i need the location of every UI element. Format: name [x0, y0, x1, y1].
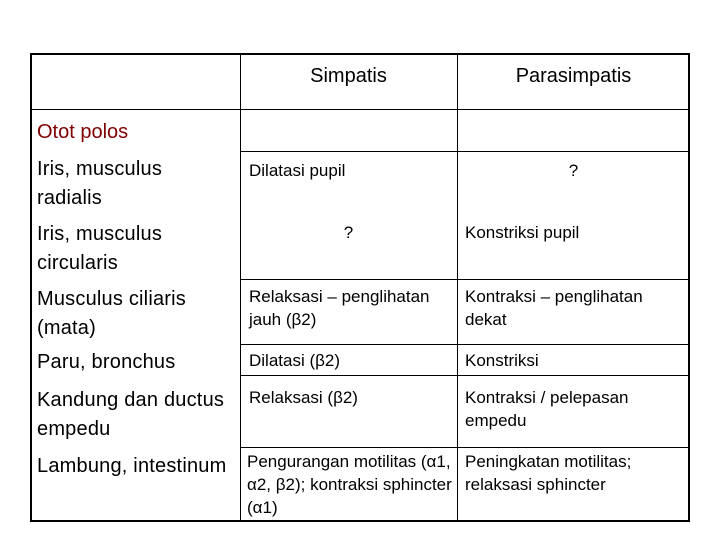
- section-title: Otot polos: [37, 121, 129, 143]
- row-2-organ: Iris, musculus circularis: [37, 223, 163, 274]
- row-3-organ: Musculus ciliaris (mata): [37, 288, 186, 339]
- row-2-simpatis: ?: [343, 223, 354, 242]
- row-1-organ: Iris, musculus radialis: [37, 158, 163, 209]
- header-parasimpatis: Parasimpatis: [515, 65, 632, 87]
- row-1-simpatis: Dilatasi pupil: [249, 161, 346, 180]
- column-divider-1: [240, 55, 241, 520]
- row-divider-3: [240, 279, 688, 280]
- row-2-parasimpatis: Konstriksi pupil: [465, 223, 580, 242]
- column-divider-2: [457, 55, 458, 520]
- section-divider: [240, 151, 688, 152]
- header-divider: [32, 109, 688, 110]
- row-divider-4: [240, 344, 688, 345]
- header-simpatis: Simpatis: [310, 65, 387, 87]
- row-divider-5: [240, 375, 688, 376]
- row-5-organ: Kandung dan ductus empedu: [37, 389, 225, 440]
- row-4-organ: Paru, bronchus: [37, 351, 176, 373]
- row-1-parasimpatis: ?: [568, 161, 579, 180]
- row-divider-6: [240, 447, 688, 448]
- row-5-parasimpatis: Kontraksi / pelepasan empedu: [465, 388, 629, 430]
- row-4-parasimpatis: Konstriksi: [465, 351, 539, 370]
- autonomic-effects-table: [30, 53, 690, 522]
- row-5-simpatis: Relaksasi (β2): [249, 388, 358, 407]
- row-6-organ: Lambung, intestinum: [37, 455, 227, 477]
- row-3-simpatis: Relaksasi – penglihatan jauh (β2): [249, 287, 430, 329]
- row-3-parasimpatis: Kontraksi – penglihatan dekat: [465, 287, 643, 329]
- row-6-simpatis: Pengurangan motilitas (α1, α2, β2); kontraksi sphincter (α1): [247, 452, 452, 517]
- row-6-parasimpatis: Peningkatan motilitas; relaksasi sphincter: [465, 452, 632, 494]
- row-4-simpatis: Dilatasi (β2): [249, 351, 341, 370]
